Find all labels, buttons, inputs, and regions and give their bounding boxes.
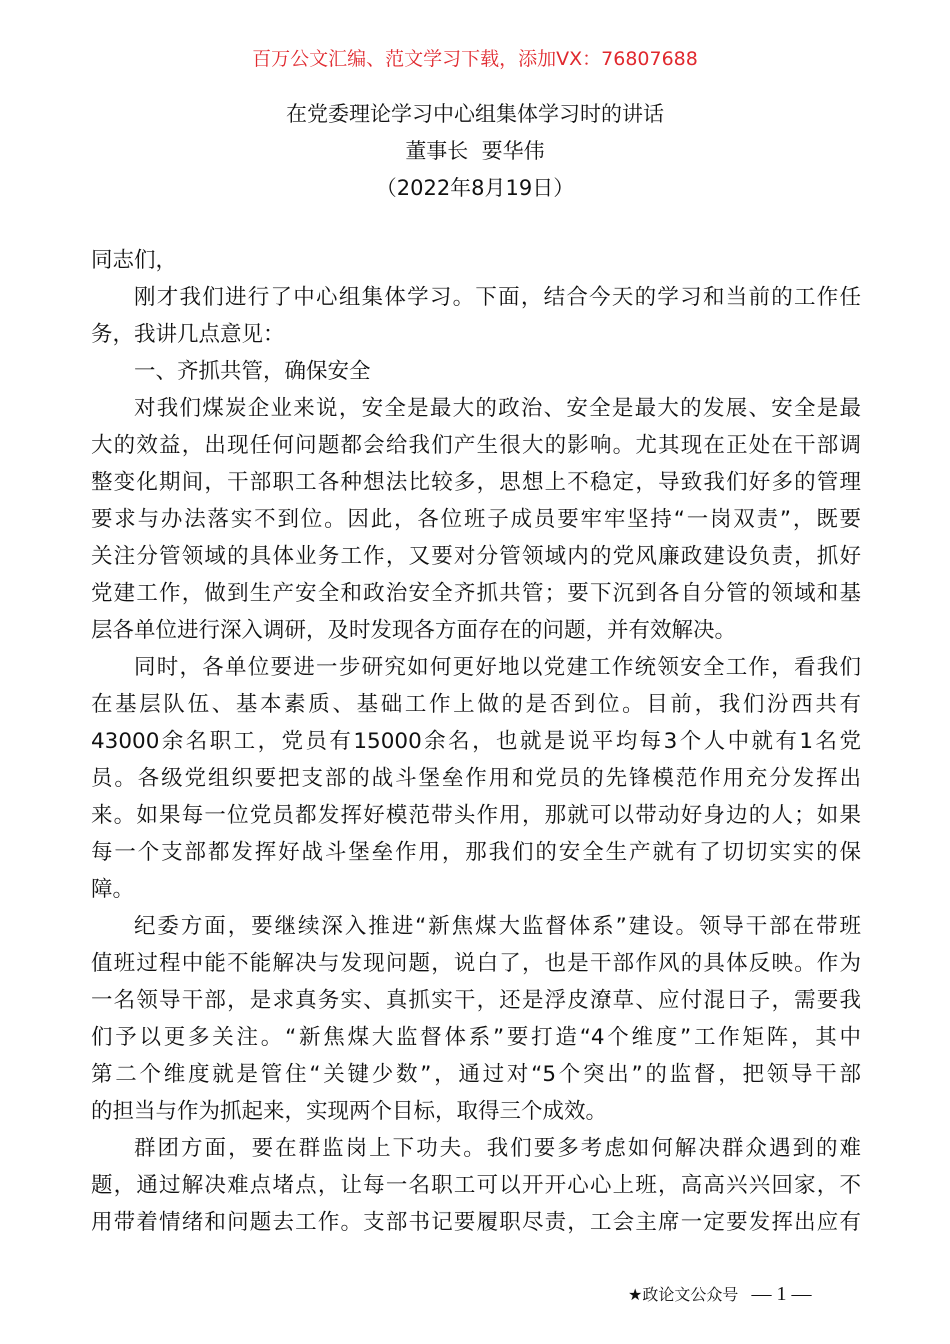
- title-block: [0, 96, 950, 207]
- text-line: 每一个支部都发挥好战斗堡垒作用，那我们的安全生产就有了切切实实的保: [91, 840, 861, 865]
- text-line: 来。如果每一位党员都发挥好模范带头作用，那就可以带动好身边的人；如果: [91, 803, 861, 828]
- paragraph: [91, 908, 861, 1130]
- text-line: 一名领导干部，是求真务实、真抓实干，还是浮皮潦草、应付混日子，需要我: [91, 988, 861, 1013]
- text-line: 关注分管领域的具体业务工作，又要对分管领域内的党风廉政建设负责，抓好: [91, 544, 861, 569]
- page-number: — 1 —: [751, 1283, 812, 1305]
- text-line: 员。各级党组织要把支部的战斗堡垒作用和党员的先锋模范作用充分发挥出: [91, 766, 861, 791]
- text-line: 在基层队伍、基本素质、基础工作上做的是否到位。目前，我们汾西共有: [91, 692, 861, 717]
- text-line: 要求与办法落实不到位。因此，各位班子成员要牢牢坚持“一岗双责”，既要: [91, 507, 861, 532]
- text-line: 党建工作，做到生产安全和政治安全齐抓共管；要下沉到各自分管的领域和基: [91, 581, 861, 606]
- page-footer: [628, 1282, 811, 1306]
- text-line: 值班过程中能不能解决与发现问题，说白了，也是干部作风的具体反映。作为: [91, 951, 861, 976]
- promo-banner: 百万公文汇编、范文学习下载，添加VX：76807688: [252, 48, 698, 70]
- text-line: 障。: [91, 877, 135, 902]
- text-line: 大的效益，出现任何问题都会给我们产生很大的影响。尤其现在正处在干部调: [91, 433, 861, 458]
- text-line: 纪委方面，要继续深入推进“新焦煤大监督体系”建设。领导干部在带班: [134, 914, 861, 939]
- text-line: 43000余名职工，党员有15000余名，也就是说平均每3个人中就有1名党: [91, 729, 861, 754]
- text-line: 们予以更多关注。“新焦煤大监督体系”要打造“4个维度”工作矩阵，其中: [91, 1025, 861, 1050]
- paragraph: [91, 1130, 861, 1241]
- page-title: 在党委理论学习中心组集体学习时的讲话: [286, 102, 664, 126]
- text-line: 题，通过解决难点堵点，让每一名职工可以开开心心上班，高高兴兴回家，不: [91, 1173, 861, 1198]
- greeting: 同志们，: [91, 248, 178, 273]
- section-heading: [91, 353, 861, 390]
- text-line: 用带着情绪和问题去工作。支部书记要履职尽责，工会主席一定要发挥出应有: [91, 1210, 861, 1235]
- date-line: （2022年8月19日）: [375, 176, 575, 200]
- text-line: 第二个维度就是管住“关键少数”，通过对“5个突出”的监督，把领导干部: [91, 1062, 861, 1087]
- text-line: 对我们煤炭企业来说，安全是最大的政治、安全是最大的发展、安全是最: [134, 396, 861, 421]
- footer-source: ★政论文公众号: [628, 1285, 739, 1304]
- text-line: 整变化期间，干部职工各种想法比较多，思想上不稳定，导致我们好多的管理: [91, 470, 861, 495]
- text-line: 务，我讲几点意见：: [91, 322, 285, 347]
- text-line: 刚才我们进行了中心组集体学习。下面，结合今天的学习和当前的工作任: [134, 285, 861, 310]
- paragraph: [91, 390, 861, 649]
- text-line: 层各单位进行深入调研，及时发现各方面存在的问题，并有效解决。: [91, 618, 737, 643]
- text-line: 群团方面，要在群监岗上下功夫。我们要多考虑如何解决群众遇到的难: [134, 1136, 861, 1161]
- paragraph: [91, 279, 861, 353]
- document-body: [91, 242, 861, 1241]
- text-line: 的担当与作为抓起来，实现两个目标，取得三个成效。: [91, 1099, 608, 1124]
- paragraph: [91, 649, 861, 908]
- section-heading-text: 一、齐抓共管，确保安全: [134, 359, 371, 384]
- text-line: 同时，各单位要进一步研究如何更好地以党建工作统领安全工作，看我们: [134, 655, 861, 680]
- speaker-line: 董事长 要华伟: [405, 139, 545, 163]
